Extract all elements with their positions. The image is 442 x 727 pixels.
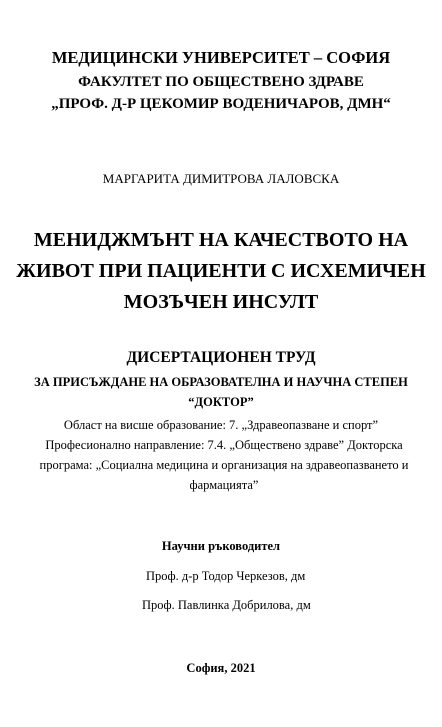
faculty-named-after: „ПРОФ. Д-Р ЦЕКОМИР ВОДЕНИЧАРОВ, ДМН“ (51, 96, 391, 112)
dissertation-type: ДИСЕРТАЦИОНЕН ТРУД (126, 349, 316, 366)
thesis-title-line-2: ЖИВОТ ПРИ ПАЦИЕНТИ С ИСХЕМИЧЕН (16, 260, 426, 282)
faculty-name: ФАКУЛТЕТ ПО ОБЩЕСТВЕНО ЗДРАВЕ (78, 74, 364, 90)
supervisors-heading: Научни ръководител (161, 539, 281, 553)
supervisor-1: Проф. д-р Тодор Черкезов, дм (146, 569, 306, 583)
supervisor-2: Проф. Павлинка Добрилова, дм (142, 598, 311, 612)
thesis-title-line-3: МОЗЪЧЕН ИНСУЛТ (123, 291, 319, 313)
dissertation-purpose: ЗА ПРИСЪЖДАНЕ НА ОБРАЗОВАТЕЛНА И НАУЧНА СТЕПЕН (34, 375, 408, 389)
author-name: МАРГАРИТА ДИМИТРОВА ЛАЛОВСКА (102, 171, 340, 186)
thesis-title-line-1: МЕНИДЖМЪНТ НА КАЧЕСТВОТО НА (33, 229, 409, 251)
degree-name: “ДОКТОР” (188, 395, 254, 409)
university-name: МЕДИЦИНСКИ УНИВЕРСИТЕТ – СОФИЯ (51, 48, 391, 67)
education-field: Област на висше образование: 7. „Здравеопазване и спорт” (63, 418, 379, 432)
place-and-year: София, 2021 (186, 661, 256, 675)
professional-direction-program: Професионално направление: 7.4. „Обществено здраве” Докторска програма: „Социална медицина и организация на здравеопазването и фармацията” (39, 438, 409, 492)
